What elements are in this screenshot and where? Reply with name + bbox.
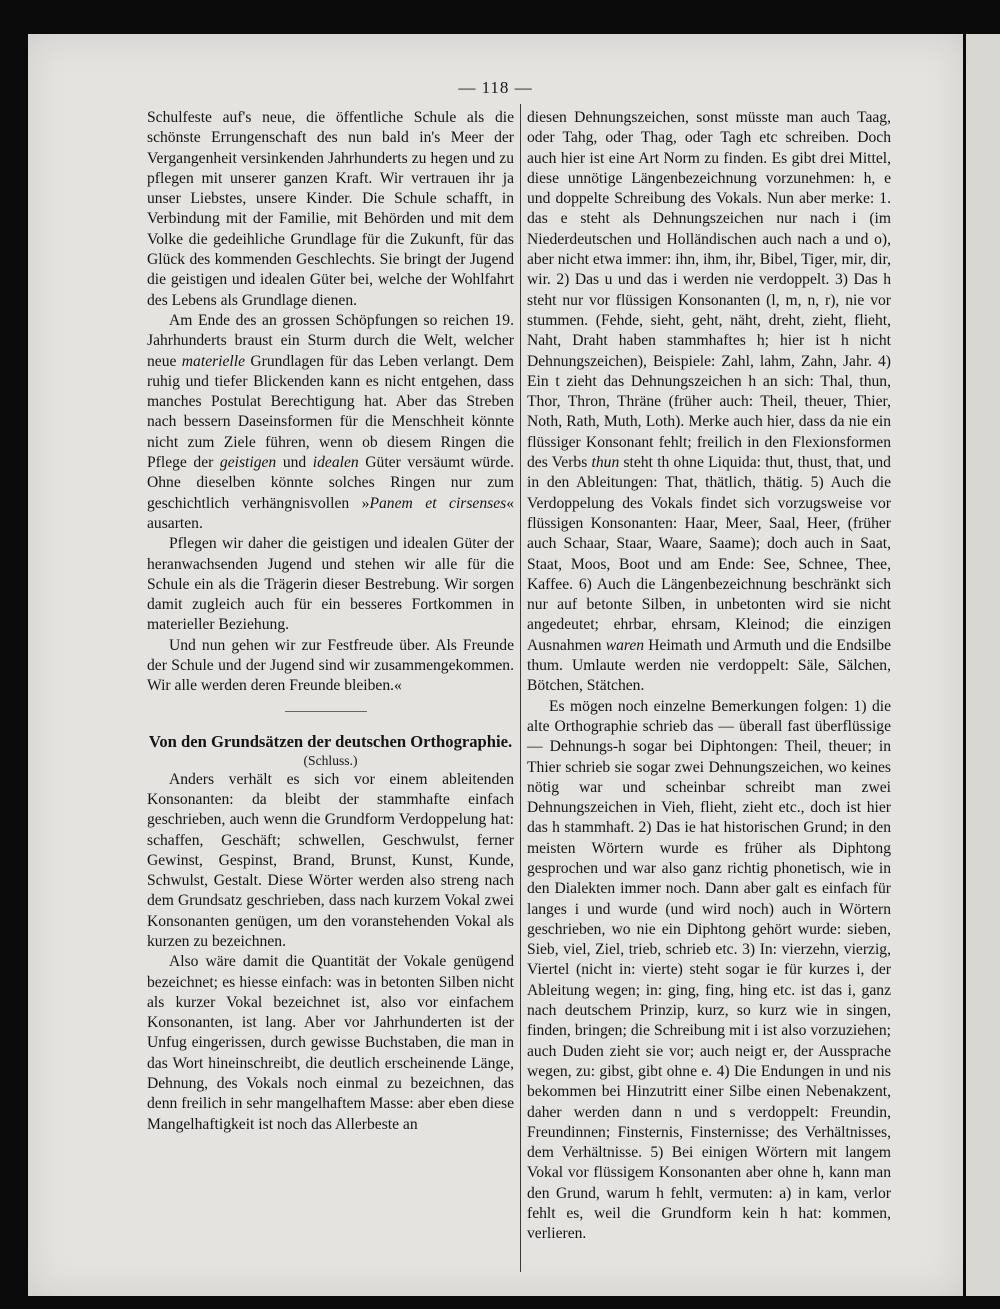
paragraph-quantitaet: Also wäre damit die Quantität der Vokale genügend bezeichnet; es hiesse einfach: was in betonten Silben nicht als kurzer Vokal bezeichnet ist, also vor einfachem Konsonanten, ist lang. Aber vor Jahrhunderten ist der Unfug eingerissen, durch gewisse Buchstaben, die man in das Wort hineinschreibt, die deutlich erscheinende Länge, Dehnung, des Vokals noch einmal zu bezeichnen, das denn freilich in sehr mangelhaftem Masse: aber eben diese Mangelhaftigkeit ist noch das Allerbeste an <box>147 953 514 1133</box>
paragraph-konsonanten: Anders verhält es sich vor einem ableitenden Konsonanten: da bleibt der stammhafte einfach geschrieben, auch wenn die Grundform Verdoppelung hat: schaffen, Geschäft; schwellen, Geschwulst, ferner Gewinst, Gespinst, Brand, Brunst, Kunst, Kunde, Schwulst, Gestalt. Diese Wörter werden also streng nach dem Grundsatz geschrieben, dass nach kurzem Vokal zwei Konsonanten genügen, um den voranstehenden Vokal als kurzen zu bezeichnen. <box>147 770 514 950</box>
column-divider <box>520 104 521 1272</box>
paragraph-jahrhundert: Am Ende des an grossen Schöpfungen so reichen 19. Jahrhunderts braust ein Sturm durch die Welt, welcher neue materielle Grundlagen für das Leben verlangt. Dem ruhig und tiefer Blickenden kann es nicht entgehen, dass manches Postulat Berechtigung hat. Aber das Streben nach bessern Daseinsformen für die Menschheit könnte nicht zum Ziele führen, wenn ob diesem Ringen die Pflege der geistigen und idealen Güter versäumt würde. Ohne dieselben könnte solches Ringen nur zum geschichtlich verhängnisvollen »Panem et cirsenses« ausarten. <box>147 311 514 532</box>
paragraph-schulfeste: Schulfeste auf's neue, die öffentliche Schule als die schönste Errungenschaft des nun bald in's Meer der Vergangenheit versinkenden Jahrhunderts zu hegen und zu pflegen mit unserer ganzen Kraft. Wir vertrauen ihr ja unser Liebstes, unsere Kinder. Die Schule schafft, in Verbindung mit der Familie, mit Behörden und mit dem Volke die gedeihliche Grundlage für die Zukunft, für das Glück des kommenden Geschlechts. Sie bringt der Jugend die geistigen und idealen Güter bei, welche der Wohlfahrt des Lebens als Grundlage dienen. <box>147 109 514 309</box>
section-separator <box>147 697 514 721</box>
adjacent-page-edge <box>966 34 1000 1296</box>
page-number: — 118 — <box>458 78 533 97</box>
right-column <box>527 108 891 1245</box>
article-subtitle: (Schluss.) <box>303 752 358 768</box>
document-page <box>28 34 963 1296</box>
paragraph-festfreude: Und nun gehen wir zur Festfreude über. Als Freunde der Schule und der Jugend sind wir zusammengekommen. Wir alle werden deren Freunde bleiben.« <box>147 636 514 695</box>
article-heading: Von den Grundsätzen der deutschen Orthographie. <box>148 731 513 751</box>
paragraph-pflegen: Pflegen wir daher die geistigen und idealen Güter der heranwachsenden Jugend und stehen wir alle für die Schule ein als die Trägerin dieser Bestrebung. Wir sorgen damit zugleich auch für ein besseres Fortkommen in materieller Beziehung. <box>147 535 514 634</box>
paragraph-bemerkungen: Es mögen noch einzelne Bemerkungen folgen: 1) die alte Orthographie schrieb das — überall fast überflüssige — Dehnungs-h sogar bei Diphtongen: Theil, theuer; in Thier schrieb sie sogar zwei Dehnungszeichen, wo keines nötig war und scheinbar schreibt man zwei Dehnungszeichen in Vieh, flieht, zieht etc., doch ist hier das h stammhaft. 2) Das ie hat historischen Grund; in den meisten Wörtern wurde es früher als Diphtong gesprochen und war also ganz richtig phonetisch, wie in den Dialekten immer noch. Dann aber galt es einfach für langes i und wurde (und wird noch) auch in Wörtern geschrieben, wo nie ein Diphtong gehört wurde: sieben, Sieb, viel, Ziel, trieb, schrieb etc. 3) In: vierzehn, vierzig, Viertel (nicht in: vierte) steht sogar ie für kurzes i, der Ableitung wegen; in: ging, fing, hing etc. ist das i, ganz nach deutschem Prinzip, kurz, so kurz wie in singen, finden, bringen; die Schreibung mit i ist also vorzuziehen; auch Duden zieht sie vor; auch neigt er, der Aussprache wegen, zu: gibst, gibt ohne e. 4) Die Endungen in und nis bekommen bei Hinzutritt einer Silbe einen Nebenakzent, daher werden dann n und s verdoppelt: Freundin, Freundinnen; Finsternis, Finsternisse; des Verhältnisses, dem Verhältnisse. 5) Bei einigen Wörtern mit langem Vokal vor flüssigem Konsonanten aber ohne h, kann man den Grund, warum h fehlt, vermuten: a) in kam, verlor fehlt es, weil die Grundform kein h hat: kommen, verlieren. <box>527 697 891 1243</box>
paragraph-dehnungszeichen: diesen Dehnungszeichen, sonst müsste man auch Taag, oder Tahg, oder Thag, oder Tagh etc schreiben. Doch auch hier ist eine Art Norm zu finden. Es gibt drei Mittel, diese unnötige Längenbezeichnung vorzunehmen: h, e und doppelte Schreibung des Vokals. Nun aber merke: 1. das e steht als Dehnungszeichen nur nach i (im Niederdeutschen und Holländischen auch nach a und o), aber nicht etwa immer: ihn, ihm, ihr, Bibel, Tiger, mir, dir, wir. 2) Das u und das i werden nie verdoppelt. 3) Das h steht nur vor flüssigen Konsonanten (l, m, n, r), nie vor stummen. (Fehde, sieht, geht, näht, dreht, zieht, flieht, Naht, Draht haben stammhaftes h; hier ist h nicht Dehnungszeichen), Beispiele: Zahl, lahm, Zahn, Jahr. 4) Ein t zieht das Dehnungszeichen h an sich: Thal, thun, Thor, Thron, Thräne (früher auch: Theil, theuer, Thier, Noth, Rath, Muth, Loth). Merke auch hier, dass da nie ein flüssiger Konsonant fehlt; freilich in den Flexionsformen des Verbs thun steht th ohne Liquida: thut, thust, that, und in den Ableitungen: That, thätlich, thätig. 5) Auch die Verdoppelung des Vokals findet sich vorzugsweise vor flüssigen Konsonanten: Haar, Meer, Saal, Heer, (früher auch Schaar, Staar, Waare, Saame); doch auch in Saat, Staat, Moos, Boot und am Ende: See, Schnee, Thee, Kaffee. 6) Auch die Längenbezeichnung beschränkt sich nur auf betonte Silben, in unbetonten wird sie nicht angedeutet; ehrbar, ehrsam, Kleinod; die einzigen Ausnahmen waren Heimath und Armuth und die Endsilbe thum. Umlaute werden nie verdoppelt: Säle, Sälchen, Bötchen, Stätchen. <box>527 109 891 695</box>
separator-line <box>285 711 367 712</box>
left-column <box>147 108 514 1135</box>
